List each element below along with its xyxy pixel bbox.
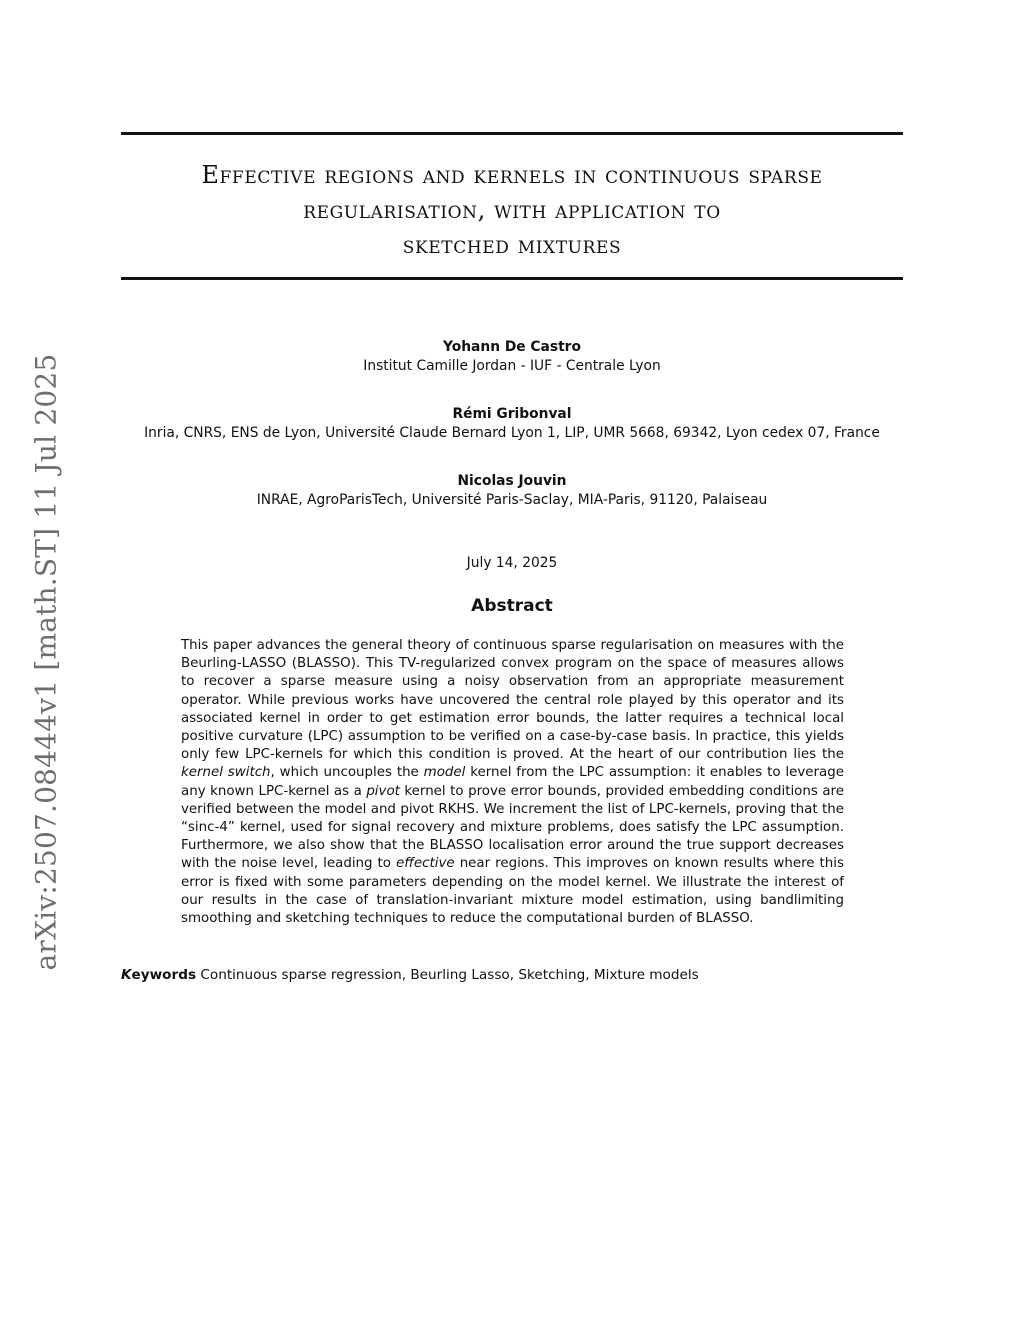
abstract-text: This paper advances the general theory of continuous sparse regularisation on measures with the Beurling-LASSO (BLASSO). This TV-regularized convex program on the space of measures allows to recover a sparse measure using a noisy observation from an appropriate measurement operator. While previous works have uncovered the central role played by this operator and its associated kernel in order to get estimation error bounds, the latter requires a technical local positive curvature (LPC) assumption to be verified on a case-by-case basis. In practice, this yields only few LPC-kernels for which this condition is proved. At the heart of our contribution lies the [181, 638, 844, 763]
keywords-text: Continuous sparse regression, Beurling Lasso, Sketching, Mixture models [200, 967, 699, 983]
keywords-line [121, 966, 903, 985]
abstract-heading: Abstract [471, 596, 553, 616]
abstract-emphasis: kernel switch [181, 765, 271, 781]
keywords-label-rest: eywords [131, 967, 197, 983]
abstract-emphasis: pivot [366, 783, 400, 799]
author-block [110, 338, 914, 376]
abstract-emphasis: model [423, 765, 466, 781]
abstract-text: kernel to prove error bounds, provided embedding conditions are verified between the model and pivot RKHS. We increment the list of LPC-kernels, proving that the “sinc-4” kernel, used for signal recovery and mixture problems, does satisfy the LPC assumption. Furthermore, we also show that the BLASSO localisation error around the true support decreases with the noise level, leading to [181, 783, 844, 872]
title-bottom-rule [121, 277, 903, 280]
author-name: Nicolas Jouvin [457, 473, 567, 489]
arxiv-identifier-stamp: arXiv:2507.08444v1 [math.ST] 11 Jul 2025 [29, 353, 63, 971]
abstract-text: kernel from the LPC assumption: it enables to leverage any known LPC-kernel as a [181, 765, 844, 799]
title-line: Effective regions and kernels in continuous sparse [201, 161, 823, 189]
paper-title [121, 158, 903, 263]
abstract-text: , which uncouples the [270, 765, 424, 781]
title-line: regularisation, with application to [303, 196, 721, 224]
author-affiliation: INRAE, AgroParisTech, Université Paris-Saclay, MIA-Paris, 91120, Palaiseau [256, 492, 768, 508]
author-block [110, 405, 914, 443]
keywords-label-initial: K [121, 967, 132, 983]
abstract-emphasis: effective [396, 856, 455, 872]
abstract-body [181, 637, 844, 928]
author-affiliation: Inria, CNRS, ENS de Lyon, Université Claude Bernard Lyon 1, LIP, UMR 5668, 69342, Lyon cedex 07, France [144, 425, 880, 441]
author-block [110, 472, 914, 510]
title-line: sketched mixtures [402, 231, 622, 259]
author-affiliation: Institut Camille Jordan - IUF - Centrale Lyon [363, 358, 661, 374]
keywords-label [121, 967, 196, 983]
abstract-text: near regions. This improves on known results where this error is fixed with some parameters depending on the model kernel. We illustrate the interest of our results in the case of translation-invariant mixture model estimation, using bandlimiting smoothing and sketching techniques to reduce the computational burden of BLASSO. [181, 856, 844, 927]
publication-date: July 14, 2025 [466, 555, 558, 571]
author-name: Yohann De Castro [443, 339, 581, 355]
author-name: Rémi Gribonval [452, 406, 572, 422]
author-list [110, 338, 914, 539]
title-top-rule [121, 132, 903, 135]
